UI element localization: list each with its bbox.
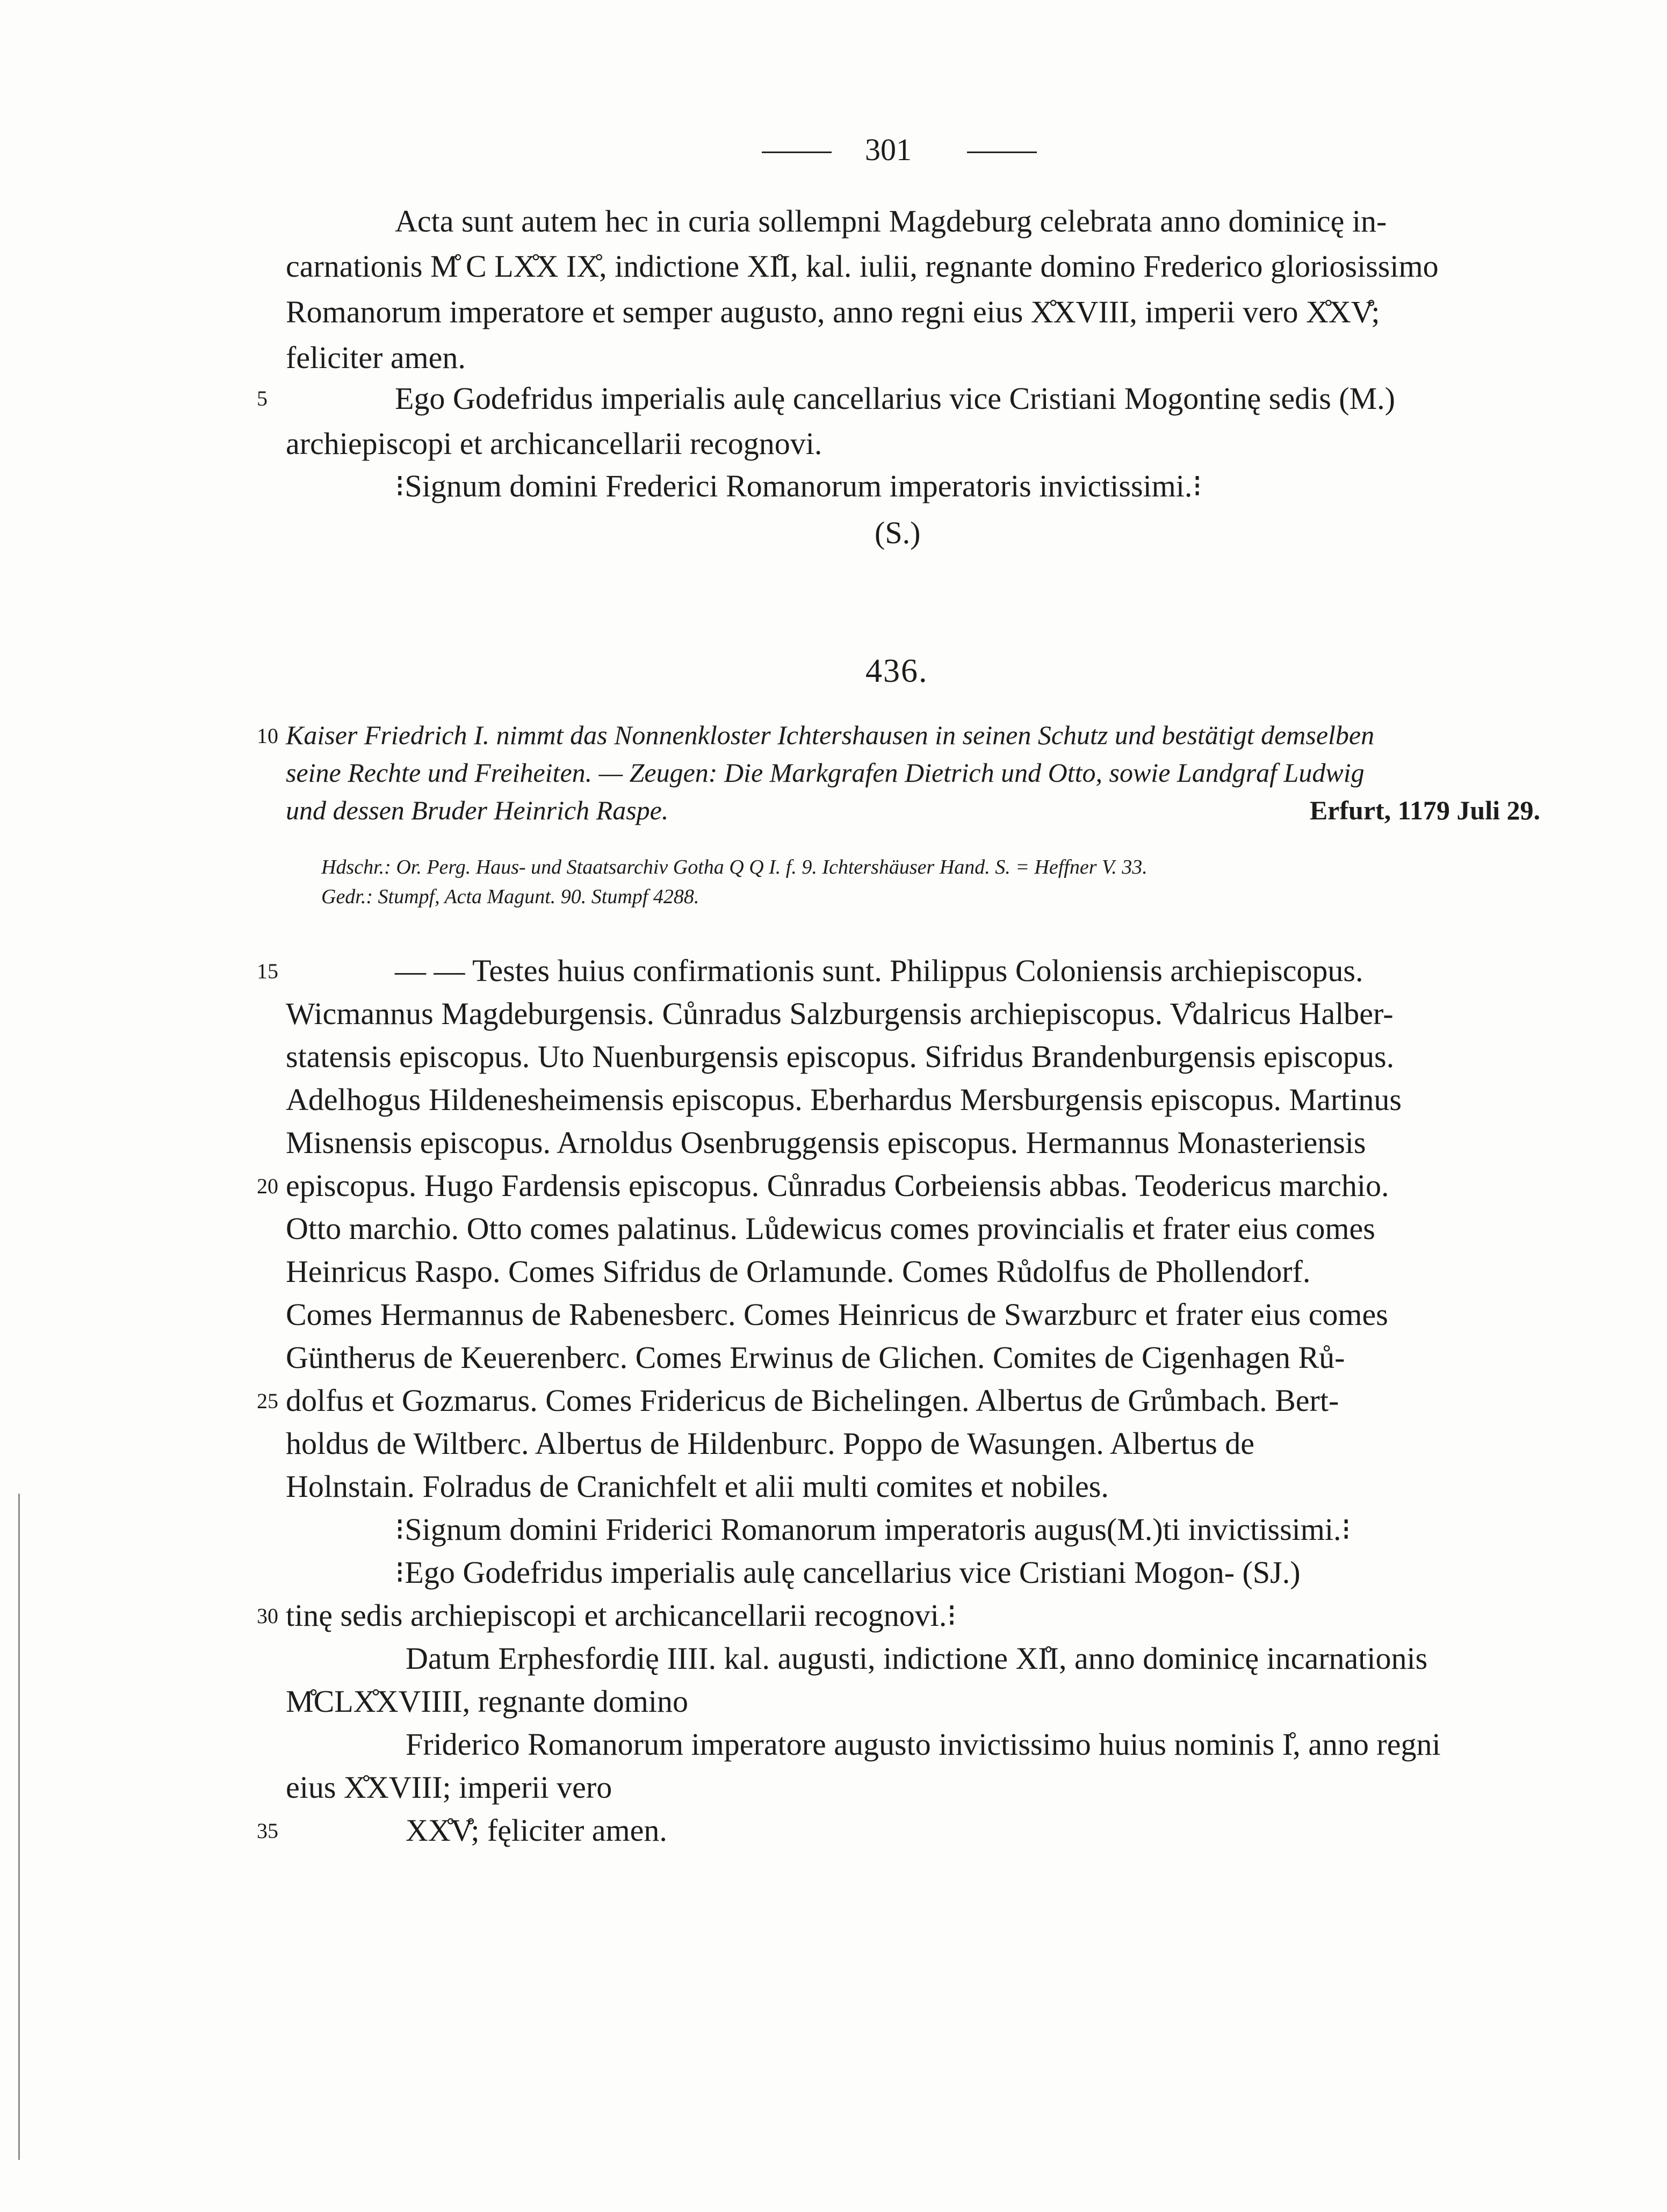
body-line: Wicmannus Magdeburgensis. Cůnradus Salzburgensis archiepiscopus. V̊dalricus Halber- <box>286 996 1394 1031</box>
body-line: Comes Hermannus de Rabenesberc. Comes Heinricus de Swarzburc et frater eius comes <box>286 1297 1388 1332</box>
summary-line: und dessen Bruder Heinrich Raspe. <box>286 795 669 825</box>
document-number: 436. <box>865 653 928 689</box>
body-line: — — Testes huius confirmationis sunt. Philippus Coloniensis archiepiscopus. <box>395 953 1363 988</box>
line-number: 30 <box>257 1604 278 1628</box>
line-number: 25 <box>257 1389 278 1413</box>
body-line: Heinricus Raspo. Comes Sifridus de Orlamunde. Comes Růdolfus de Phollendorf. <box>286 1254 1311 1289</box>
body-line: ⁝Ego Godefridus imperialis aulę cancellarius vice Cristiani Mogon- (SJ.) <box>395 1555 1301 1590</box>
body-line: ⁝Signum domini Friderici Romanorum imperatoris augus(M.)ti invictissimi.⁝ <box>395 1512 1351 1547</box>
header-dash-left <box>762 152 832 153</box>
body-line: XX̊V̊; fęliciter amen. <box>406 1813 667 1848</box>
line-number: 5 <box>257 386 268 410</box>
line-number: 10 <box>257 724 278 748</box>
body-line: tinę sedis archiepiscopi et archicancellarii recognovi.⁝ <box>286 1598 957 1633</box>
header-dash-right <box>967 152 1037 153</box>
body-line: holdus de Wiltberc. Albertus de Hildenburc. Poppo de Wasungen. Albertus de <box>286 1426 1255 1461</box>
body-line: episcopus. Hugo Fardensis episcopus. Cůnradus Corbeiensis abbas. Teodericus marchio. <box>286 1168 1389 1203</box>
body-line: Adelhogus Hildenesheimensis episcopus. Eberhardus Mersburgensis episcopus. Martinus <box>286 1082 1402 1117</box>
place-date: Erfurt, 1179 Juli 29. <box>1309 795 1540 825</box>
body-line: eius X̊XVIII; imperii vero <box>286 1770 612 1805</box>
line-number: 35 <box>257 1819 278 1843</box>
seal-mark: (S.) <box>875 515 921 550</box>
text-line: carnationis M̊ C LX̊X IX̊, indictione XI̊I, kal. iulii, regnante domino Frederico gloriosissimo <box>286 249 1439 284</box>
summary-line: Kaiser Friedrich I. nimmt das Nonnenkloster Ichtershausen in seinen Schutz und bestätigt demselben <box>286 720 1375 750</box>
text-line: archiepiscopi et archicancellarii recognovi. <box>286 426 822 461</box>
line-number: 15 <box>257 959 278 983</box>
text-line: ⁝Signum domini Frederici Romanorum imperatoris invictissimi.⁝ <box>395 469 1202 503</box>
body-line: Misnensis episcopus. Arnoldus Osenbruggensis episcopus. Hermannus Monasteriensis <box>286 1125 1366 1160</box>
body-line: Holnstain. Folradus de Cranichfelt et alii multi comites et nobiles. <box>286 1469 1109 1504</box>
scan-edge-line <box>18 1494 20 2160</box>
body-line: M̊CLX̊XVIIII, regnante domino <box>286 1684 688 1719</box>
body-line: statensis episcopus. Uto Nuenburgensis episcopus. Sifridus Brandenburgensis episcopus. <box>286 1039 1395 1074</box>
page-number: 301 <box>865 132 912 167</box>
text-line: Romanorum imperatore et semper augusto, anno regni eius X̊XVIII, imperii vero X̊XV̊; <box>286 294 1380 329</box>
apparatus-line: Hdschr.: Or. Perg. Haus- und Staatsarchiv Gotha Q Q I. f. 9. Ichtershäuser Hand. S. = Heffner V. 33. <box>321 856 1148 878</box>
text-line: feliciter amen. <box>286 340 466 375</box>
line-number: 20 <box>257 1174 278 1198</box>
body-line: Otto marchio. Otto comes palatinus. Lůdewicus comes provincialis et frater eius comes <box>286 1211 1375 1246</box>
text-line: Acta sunt autem hec in curia sollempni Magdeburg celebrata anno dominicę in- <box>395 204 1387 239</box>
summary-line: seine Rechte und Freiheiten. — Zeugen: Die Markgrafen Dietrich und Otto, sowie Landgraf Ludwig <box>286 758 1365 788</box>
body-line: dolfus et Gozmarus. Comes Fridericus de Bichelingen. Albertus de Grůmbach. Bert- <box>286 1383 1339 1418</box>
body-line: Güntherus de Keuerenberc. Comes Erwinus de Glichen. Comites de Cigenhagen Rů- <box>286 1340 1345 1375</box>
body-line: Datum Erphesfordię IIII. kal. augusti, indictione XI̊I, anno dominicę incarnationis <box>406 1641 1428 1676</box>
text-line: Ego Godefridus imperialis aulę cancellarius vice Cristiani Mogontinę sedis (M.) <box>395 381 1395 416</box>
body-line: Friderico Romanorum imperatore augusto invictissimo huius nominis I̊, anno regni <box>406 1727 1441 1762</box>
apparatus-line: Gedr.: Stumpf, Acta Magunt. 90. Stumpf 4288. <box>321 885 699 908</box>
